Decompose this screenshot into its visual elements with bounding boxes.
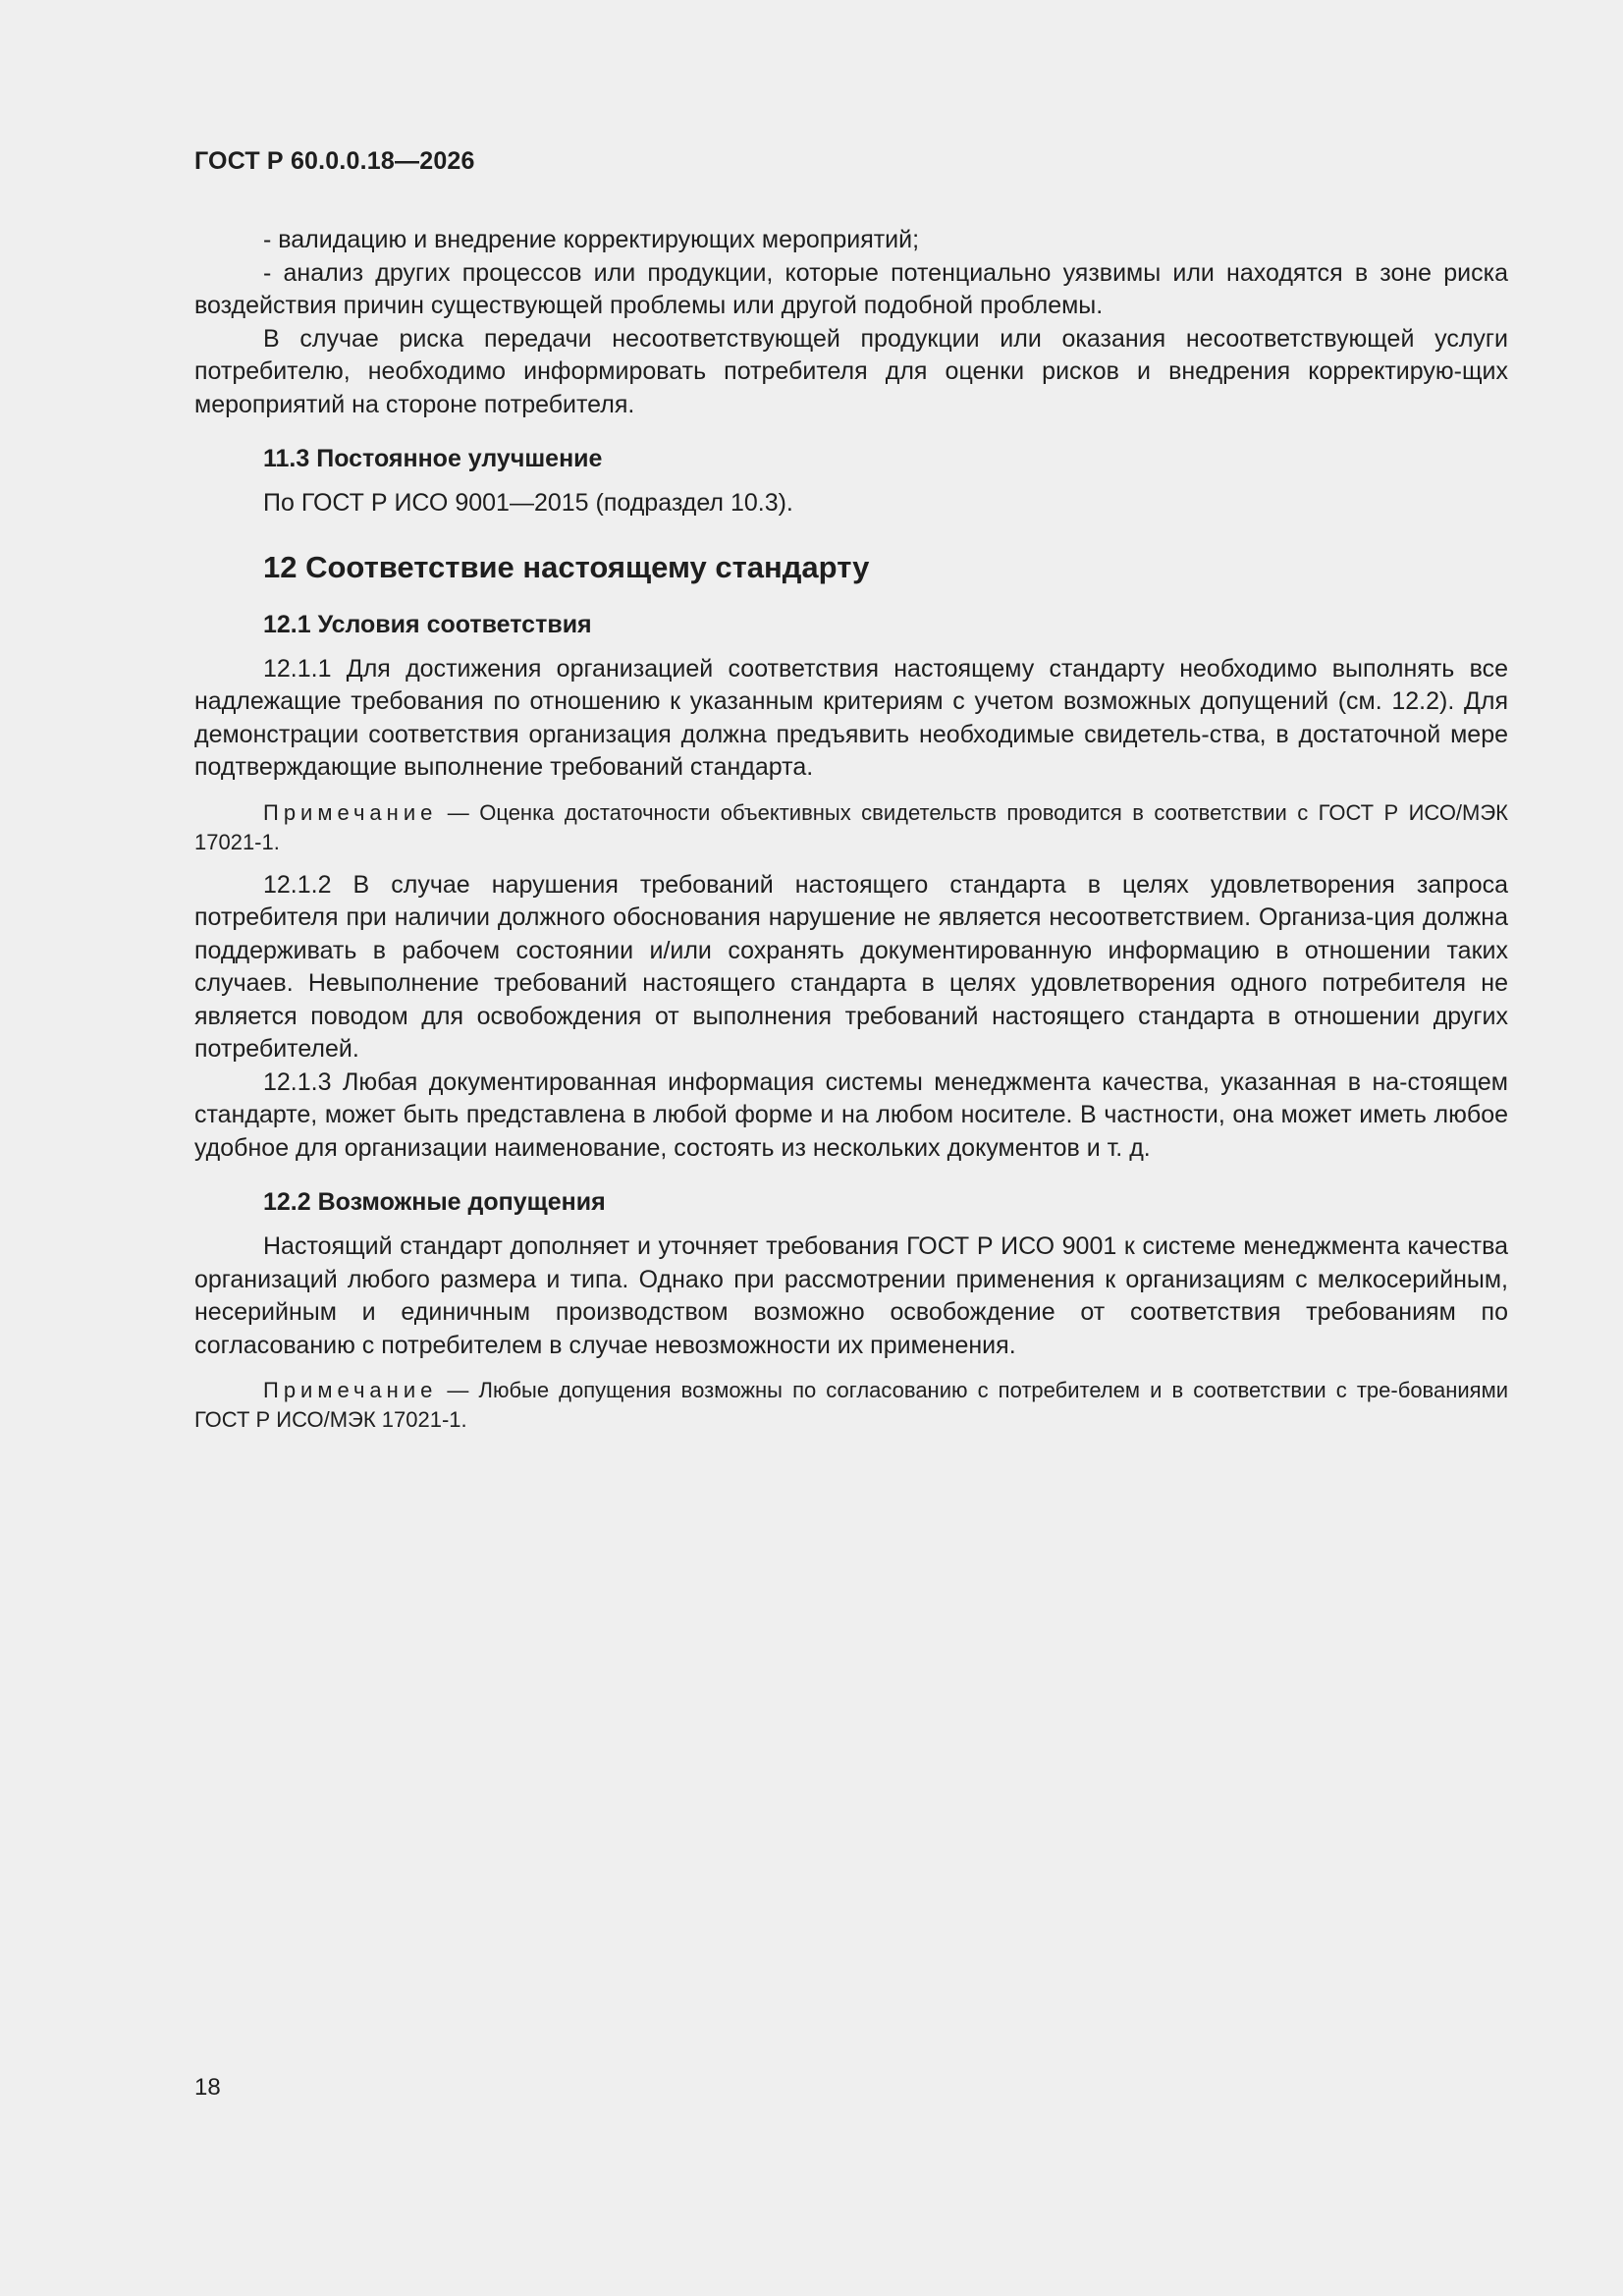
- paragraph-12-1-3: 12.1.3 Любая документированная информация системы менеджмента качества, указанная в на-стоящем стандарте, может быть представлена в любой форме и на любом носителе. В частности, она может иметь любое удобное для организации наименование, состоять из нескольких документов и т. д.: [194, 1067, 1508, 1162]
- section-11-3-text: По ГОСТ Р ИСО 9001—2015 (подраздел 10.3).: [263, 489, 793, 517]
- list-item: - анализ других процессов или продукции, которые потенциально уязвимы или находятся в зоне риска воздействия причин существующей проблемы или другой подобной проблемы.: [194, 258, 1508, 319]
- list-item: - валидацию и внедрение корректирующих мероприятий;: [263, 226, 920, 253]
- paragraph-12-2: Настоящий стандарт дополняет и уточняет требования ГОСТ Р ИСО 9001 к системе менеджмента качества организаций любого размера и типа. Однако при рассмотрении применения к организациям с мелкосерийным, несерийным и единичным производством возможно освобождение от соответствия требованиям по согласованию с потребителем в случае невозможности их применения.: [194, 1232, 1508, 1359]
- note-1: [194, 798, 1508, 857]
- note-label: Примечание: [263, 799, 438, 825]
- paragraph-12-1-1: 12.1.1 Для достижения организацией соответствия настоящему стандарту необходимо выполнять все надлежащие требования по отношению к указанным критериям с учетом возможных допущений (см. 12.2). Для демонстрации соответствия организация должна предъявить необходимые свидетель-ства, в достаточной мере подтверждающие выполнение требований стандарта.: [194, 654, 1508, 781]
- section-11-3-heading: 11.3 Постоянное улучшение: [263, 445, 603, 472]
- section-12-1-heading: 12.1 Условия соответствия: [263, 610, 592, 638]
- page-number: 18: [194, 2074, 221, 2101]
- paragraph-risk: В случае риска передачи несоответствующей продукции или оказания несоответствующей услуги потребителю, необходимо информировать потребителя для оценки рисков и внедрения корректирую-щих мероприятий на стороне потребителя.: [194, 324, 1508, 418]
- note-text: — Оценка достаточности объективных свидетельств проводится в соответствии с ГОСТ Р ИСО/МЭК 17021-1.: [194, 799, 1508, 854]
- note-text: — Любые допущения возможны по согласованию с потребителем и в соответствии с тре-бованиями ГОСТ Р ИСО/МЭК 17021-1.: [194, 1378, 1508, 1432]
- note-2: [194, 1376, 1508, 1435]
- document-body: [194, 224, 1508, 1435]
- paragraph-12-1-2: 12.1.2 В случае нарушения требований настоящего стандарта в целях удовлетворения запроса потребителя при наличии должного обоснования нарушение не является несоответствием. Организа-ция должна поддерживать в рабочем состоянии и/или сохранять документированную информацию в отношении таких случаев. Невыполнение требований настоящего стандарта в целях удовлетворения одного потребителя не является поводом для освобождения от выполнения требований настоящего стандарта в отношении других потребителей.: [194, 870, 1508, 1063]
- document-header: ГОСТ Р 60.0.0.18—2026: [194, 147, 475, 175]
- section-12-2-heading: 12.2 Возможные допущения: [263, 1188, 606, 1216]
- section-12-heading: 12 Соответствие настоящему стандарту: [263, 549, 870, 584]
- note-label: Примечание: [263, 1378, 438, 1402]
